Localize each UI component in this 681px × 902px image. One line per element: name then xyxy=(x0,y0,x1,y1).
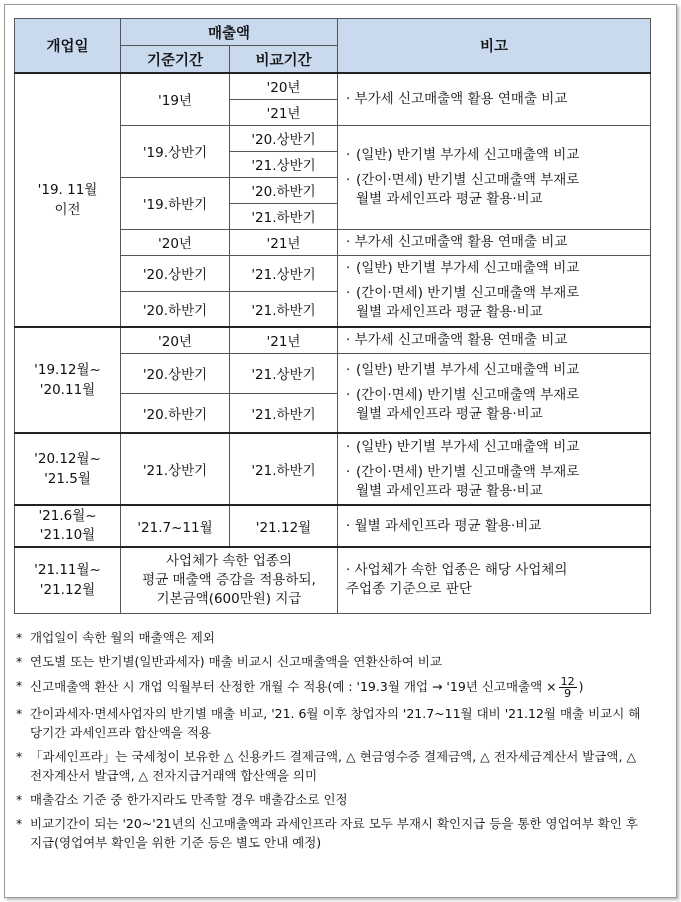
remark-cell xyxy=(338,229,651,255)
remark-cell xyxy=(338,125,651,229)
remark-cell xyxy=(338,327,651,353)
remark-cell xyxy=(338,255,651,327)
remark-cell: · 사업체가 속한 업종은 해당 사업체의 주업종 기준으로 판단 xyxy=(338,547,651,613)
fraction: $\frac{12}{9}$ xyxy=(560,675,575,700)
remark-text: · 부가세 신고매출액 활용 연매출 비교 xyxy=(346,90,568,107)
sales-comparison-table xyxy=(14,18,651,614)
footnote: * 신고매출액 환산 시 개업 익월부터 산정한 개월 수 적용(예 : '19.3월 개업 → '19년 신고매출액 × $\frac{12}{9}$ ) xyxy=(16,675,584,700)
compare-period-cell: '20년 xyxy=(230,73,338,99)
remark-general: · (일반) 반기별 부가세 신고매출액 비교 xyxy=(346,362,580,379)
base-period-cell: '19.하반기 xyxy=(121,177,230,229)
footnote: * 매출감소 기준 중 한가지라도 만족할 경우 매출감소로 인정 xyxy=(16,792,348,807)
remark-cell xyxy=(338,433,651,505)
merged-sales-cell: 사업체가 속한 업종의 평균 매출액 증감을 적용하되, 기본금액(600만원) 지급 xyxy=(121,547,338,613)
compare-period-cell: '21년 xyxy=(230,229,338,255)
base-period-cell: '21.상반기 xyxy=(121,433,230,505)
compare-period-cell: '21.하반기 xyxy=(230,393,338,433)
remark-general: · (일반) 반기별 부가세 신고매출액 비교 xyxy=(346,146,580,163)
remark-simple: · (간이·면세) 반기별 신고매출액 부재로 월별 과세인프라 평균 활용·비교 xyxy=(346,387,580,423)
compare-period-cell: '21년 xyxy=(230,327,338,353)
header-compare-period: 비교기간 xyxy=(230,46,338,74)
open-date-cell: '19.12월~ '20.11월 xyxy=(15,327,121,433)
remark-text: · 부가세 신고매출액 활용 연매출 비교 xyxy=(346,233,568,250)
compare-period-cell: '21.하반기 xyxy=(230,433,338,505)
base-period-cell: '20년 xyxy=(121,229,230,255)
remark-cell xyxy=(338,505,651,547)
remark-cell xyxy=(338,353,651,433)
remark-simple: · (간이·면세) 반기별 신고매출액 부재로 월별 과세인프라 평균 활용·비교 xyxy=(346,463,580,499)
open-date-cell: '20.12월~ '21.5월 xyxy=(15,433,121,505)
compare-period-cell: '21.상반기 xyxy=(230,151,338,177)
compare-period-cell: '20.하반기 xyxy=(230,177,338,203)
remark-text: · 부가세 신고매출액 활용 연매출 비교 xyxy=(346,331,568,348)
remark-general: · (일반) 반기별 부가세 신고매출액 비교 xyxy=(346,438,580,455)
remark-cell xyxy=(338,73,651,125)
base-period-cell: '20.하반기 xyxy=(121,291,230,327)
compare-period-cell: '21.12월 xyxy=(230,505,338,547)
remark-simple: · (간이·면세) 반기별 신고매출액 부재로 월별 과세인프라 평균 활용·비교 xyxy=(346,285,580,321)
remark-text: · 월별 과세인프라 평균 활용·비교 xyxy=(346,517,542,534)
compare-period-cell: '20.상반기 xyxy=(230,125,338,151)
remark-simple: · (간이·면세) 반기별 신고매출액 부재로 월별 과세인프라 평균 활용·비교 xyxy=(346,171,580,207)
footnote: * 연도별 또는 반기별(일반과세자) 매출 비교시 신고매출액을 연환산하여 비교 xyxy=(16,654,442,669)
base-period-cell: '19.상반기 xyxy=(121,125,230,177)
base-period-cell: '20.상반기 xyxy=(121,353,230,393)
compare-period-cell: '21.상반기 xyxy=(230,353,338,393)
base-period-cell: '19년 xyxy=(121,73,230,125)
base-period-cell: '20년 xyxy=(121,327,230,353)
open-date-cell: '19. 11월 이전 xyxy=(15,73,121,327)
header-remarks: 비고 xyxy=(338,19,651,74)
base-period-cell: '20.상반기 xyxy=(121,255,230,291)
open-date-cell: '21.6월~ '21.10월 xyxy=(15,505,121,547)
open-date-cell: '21.11월~ '21.12월 xyxy=(15,547,121,613)
compare-period-cell: '21년 xyxy=(230,99,338,125)
header-open-date: 개업일 xyxy=(15,19,121,74)
remark-general: · (일반) 반기별 부가세 신고매출액 비교 xyxy=(346,260,580,277)
base-period-cell: '21.7~11월 xyxy=(121,505,230,547)
footnote: * 개업일이 속한 월의 매출액은 제외 xyxy=(16,630,215,645)
footnote: * 비교기간이 되는 '20~'21년의 신고매출액과 과세인프라 자료 모두 부재시 확인지급 등을 통한 영업여부 확인 후 지급(영업여부 확인을 위한 기준 등은 별도 안내 예정) xyxy=(16,816,638,850)
footnote: * 「과세인프라」는 국세청이 보유한 △ 신용카드 결제금액, △ 현금영수증 결제금액, △ 전자세금계산서 발급액, △ 전자계산서 발급액, △ 전자지급거래액 합산액을 의미 xyxy=(16,749,637,783)
compare-period-cell: '21.하반기 xyxy=(230,291,338,327)
footnote: * 간이과세자·면세사업자의 반기별 매출 비교, '21. 6월 이후 창업자의 '21.7~11월 대비 '21.12월 매출 비교시 해당기간 과세인프라 합산액을 적용 xyxy=(16,706,641,740)
header-base-period: 기준기간 xyxy=(121,46,230,74)
base-period-cell: '20.하반기 xyxy=(121,393,230,433)
footnotes xyxy=(16,628,652,857)
compare-period-cell: '21.상반기 xyxy=(230,255,338,291)
header-sales: 매출액 xyxy=(121,19,338,46)
compare-period-cell: '21.하반기 xyxy=(230,203,338,229)
